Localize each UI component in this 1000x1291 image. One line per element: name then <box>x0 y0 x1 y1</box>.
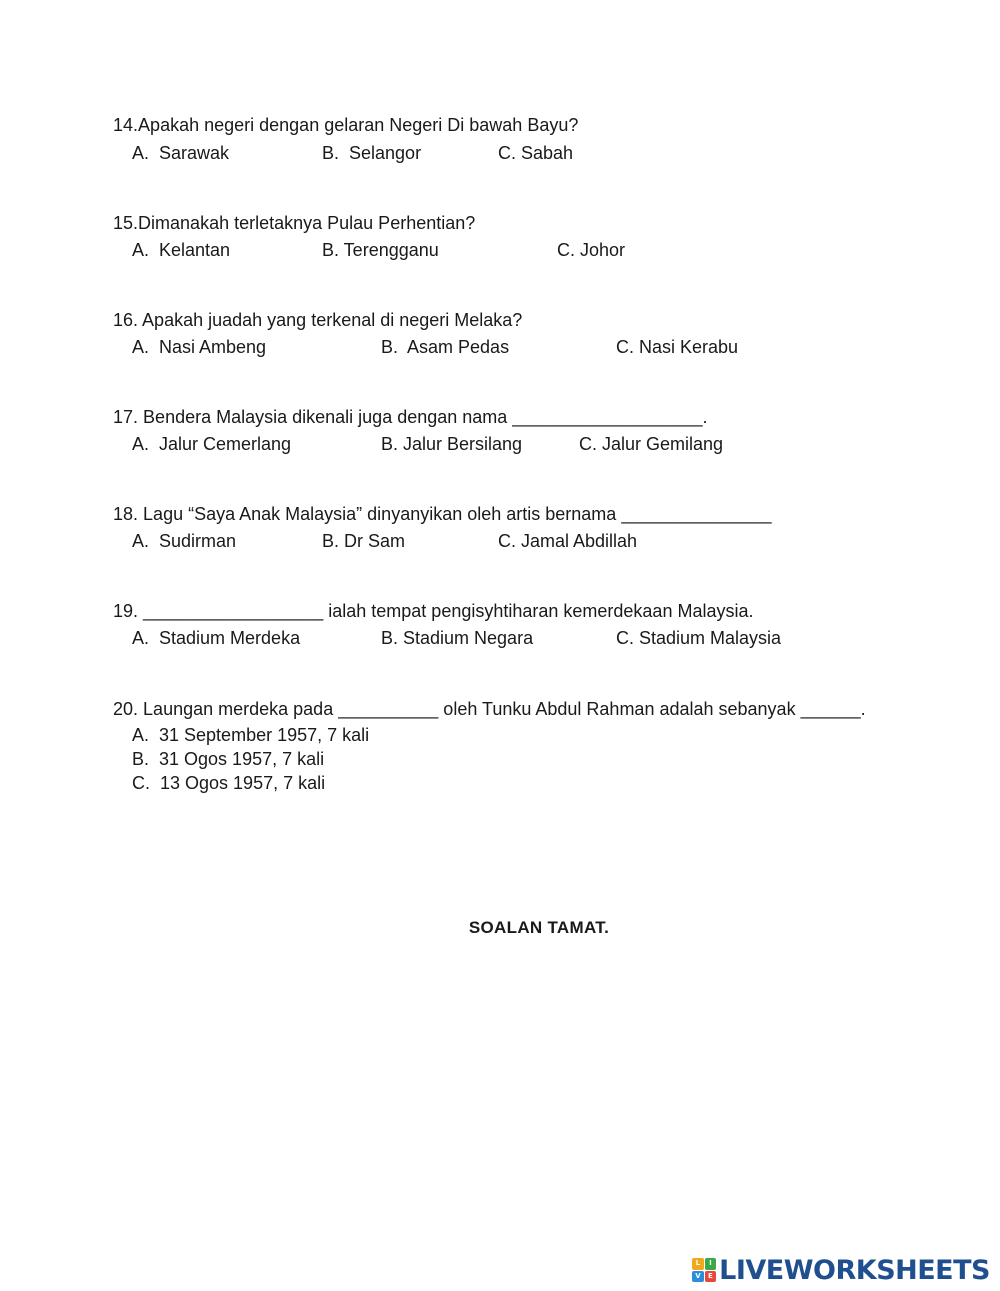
option-c: C. Sabah <box>498 143 574 163</box>
option-a: A. Sarawak <box>132 143 230 163</box>
option-c: C. Stadium Malaysia <box>616 628 782 648</box>
question-20 <box>103 676 866 720</box>
question-15 <box>103 190 475 234</box>
logo-tile: L <box>692 1258 704 1270</box>
option-b: B. Terengganu <box>322 240 439 260</box>
question-text: Apakah juadah yang terkenal di negeri Melaka? <box>138 310 523 330</box>
option-c: C. Johor <box>557 240 626 260</box>
question-text: Laungan merdeka pada __________ oleh Tunku Abdul Rahman adalah sebanyak ______. <box>138 699 866 719</box>
question-text: Apakah negeri dengan gelaran Negeri Di bawah Bayu? <box>138 115 579 135</box>
option-a: A. 31 September 1957, 7 kali <box>132 725 370 745</box>
question-text: __________________ ialah tempat pengisyhtiharan kemerdekaan Malaysia. <box>138 601 754 621</box>
question-17 <box>103 384 708 428</box>
option-a: A. Sudirman <box>132 531 237 551</box>
option-a: A. Kelantan <box>132 240 231 260</box>
question-number: 15. <box>113 213 139 233</box>
end-of-questions-text: SOALAN TAMAT. <box>468 918 610 937</box>
question-number: 16. <box>113 310 139 330</box>
option-b: B. Asam Pedas <box>381 337 510 357</box>
question-number: 14. <box>113 115 139 135</box>
question-number: 20. <box>113 699 139 719</box>
liveworksheets-logo-icon <box>692 1258 716 1282</box>
question-number: 18. <box>113 504 139 524</box>
option-b: B. Dr Sam <box>322 531 406 551</box>
question-text: Bendera Malaysia dikenali juga dengan nama ___________________. <box>138 407 708 427</box>
question-18 <box>103 481 771 525</box>
question-text: Lagu “Saya Anak Malaysia” dinyanyikan oleh artis bernama _______________ <box>138 504 772 524</box>
question-19 <box>103 578 753 622</box>
option-a: A. Nasi Ambeng <box>132 337 267 357</box>
question-14 <box>103 92 578 136</box>
logo-tile: I <box>705 1258 717 1270</box>
question-16 <box>103 287 522 331</box>
logo-tile: E <box>705 1271 717 1283</box>
option-c: C. 13 Ogos 1957, 7 kali <box>132 773 326 793</box>
option-b: B. Selangor <box>322 143 422 163</box>
option-c: C. Jamal Abdillah <box>498 531 638 551</box>
question-text: Dimanakah terletaknya Pulau Perhentian? <box>138 213 476 233</box>
option-b: B. Stadium Negara <box>381 628 534 648</box>
question-number: 19. <box>113 601 139 621</box>
brand-name: LIVEWORKSHEETS <box>719 1254 990 1286</box>
option-c: C. Nasi Kerabu <box>616 337 739 357</box>
logo-tile: V <box>692 1271 704 1283</box>
option-b: B. Jalur Bersilang <box>381 434 523 454</box>
option-a: A. Stadium Merdeka <box>132 628 301 648</box>
option-c: C. Jalur Gemilang <box>579 434 724 454</box>
option-b: B. 31 Ogos 1957, 7 kali <box>132 749 325 769</box>
question-number: 17. <box>113 407 139 427</box>
liveworksheets-brand <box>692 1256 990 1284</box>
option-a: A. Jalur Cemerlang <box>132 434 292 454</box>
